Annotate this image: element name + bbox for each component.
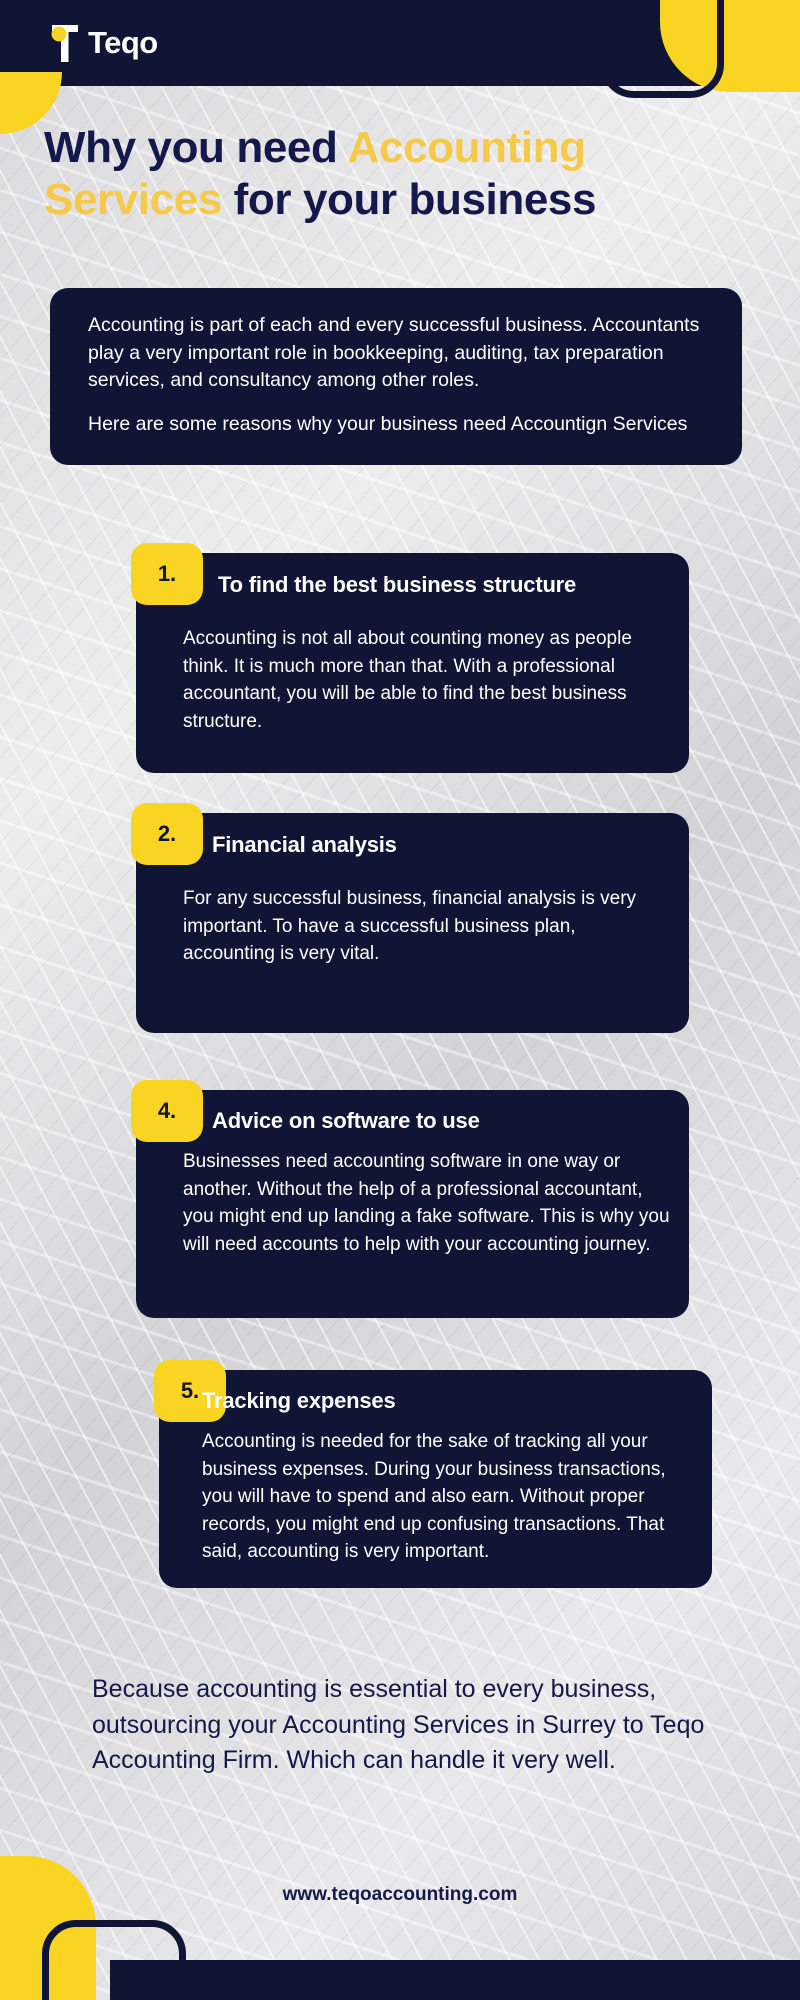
top-right-outline-shape [600,0,724,98]
item-body-2: For any successful business, financial analysis is very important. To have a successful business plan, accounting is very vital. [183,888,637,965]
item-body-3: Businesses need accounting software in one way or another. Without the help of a professional accountant, you might end up landing a fake software. This is why you will need accounts to help with your accounting journey. [183,1151,670,1255]
title-part-1: Why you need [44,123,348,172]
intro-card [50,288,742,465]
item-title-3: Advice on software to use [212,1108,480,1133]
website-url[interactable]: www.teqoaccounting.com [282,1884,518,1905]
title-part-2: for your business [221,174,597,224]
footer-bar [110,1960,800,2000]
intro-paragraph-2: Here are some reasons why your business need Accountign Services [88,413,688,436]
item-title-4: Tracking expenses [202,1388,396,1413]
brand-logo-text: Teqo [88,25,158,60]
title-highlight-1: Accounting [347,123,586,172]
item-title-1: To find the best business structure [218,572,577,597]
brand-logo[interactable] [48,22,158,64]
teqo-logo-icon [48,22,82,64]
item-number-badge-2: 2. [131,803,203,865]
intro-paragraph-1: Accounting is part of each and every successful business. Accountants play a very important role in bookkeeping, auditing, tax preparation services, and consultancy among other roles. [88,314,700,392]
item-body-4: Accounting is needed for the sake of tracking all your business expenses. During your business transactions, you will have to spend and also earn. Without proper records, you might end up confusing transactions. That said, accounting is very important. [202,1431,666,1563]
item-number-badge-4: 5. [154,1360,226,1422]
closing-paragraph: Because accounting is essential to every business, outsourcing your Accounting Services in Surrey to Teqo Accounting Firm. Which can handle it very well. [92,1675,705,1774]
item-number-badge-3: 4. [131,1080,203,1142]
item-body-1: Accounting is not all about counting money as people think. It is much more than that. With a professional accountant, you will be able to find the best business structure. [183,628,632,732]
page-title [44,122,764,226]
title-highlight-2: Services [44,174,222,224]
item-title-2: Financial analysis [212,832,397,857]
item-number-badge-1: 1. [131,543,203,605]
